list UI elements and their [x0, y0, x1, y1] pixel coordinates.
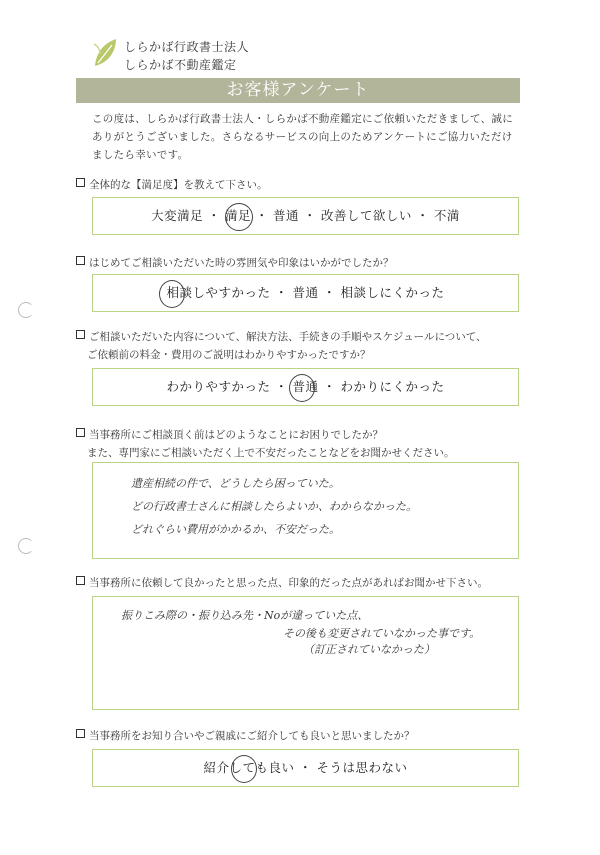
question-4-text-2: また、専門家にご相談いただく上で不安だったことなどをお聞かせください。 [87, 447, 455, 459]
title-bar [76, 78, 520, 103]
question-6-text: 当事務所をお知り合いやご親戚にご紹介しても良いと思いましたか？ [89, 730, 415, 742]
answer-options-3: わかりやすかった ・ 普通 ・ わかりにくかった [166, 379, 445, 394]
handwritten-line: どの行政書士さんに相談したらよいか、わからなかった。 [131, 500, 417, 513]
checkbox-icon [76, 256, 85, 265]
birch-leaf-logo-icon [92, 36, 120, 70]
answer-options-2: 相談しやすかった ・ 普通 ・ 相談しにくかった [166, 285, 445, 300]
answer-box-1 [92, 197, 519, 235]
question-3 [76, 328, 516, 364]
question-4-text: 当事務所にご相談頂く前はどのようなことにお困りでしたか？ [89, 429, 383, 441]
answer-box-4 [92, 462, 519, 559]
selection-circle [225, 203, 253, 231]
answer-box-2 [92, 274, 519, 312]
question-5 [76, 574, 516, 592]
question-3-text-2: ご依頼前の料金・費用のご説明はわかりやすかったですか？ [87, 349, 371, 361]
answer-box-5 [92, 596, 519, 710]
answer-options-6: 紹介しても良い ・ そうは思わない [203, 760, 408, 775]
checkbox-icon [76, 428, 85, 437]
selection-circle [289, 374, 315, 402]
handwritten-line: その後も変更されていなかった事です。 [283, 627, 481, 640]
handwritten-line: 振りこみ際の・振り込み先・Noが違っていた点、 [121, 609, 369, 622]
checkbox-icon [76, 178, 85, 187]
checkbox-icon [76, 729, 85, 738]
answer-options-1: 大変満足 ・ 満足 ・ 普通 ・ 改善して欲しい ・ 不満 [151, 208, 460, 223]
checkbox-icon [76, 576, 85, 585]
punch-hole [18, 538, 34, 554]
org-name-1: しらかば行政書士法人 [124, 40, 250, 54]
question-1 [76, 176, 516, 194]
punch-hole [18, 302, 34, 318]
answer-box-6 [92, 749, 519, 787]
question-5-text: 当事務所に依頼して良かったと思った点、印象的だった点があればお聞かせ下さい。 [89, 577, 488, 589]
page-title: お客様アンケート [226, 80, 370, 100]
question-3-text: ご相談いただいた内容について、解決方法、手続きの手順やスケジュールについて、 [89, 331, 487, 343]
org-name-2: しらかば不動産鑑定 [124, 58, 237, 72]
question-4 [76, 426, 516, 462]
question-6 [76, 727, 516, 745]
checkbox-icon [76, 330, 85, 339]
selection-circle [159, 280, 185, 308]
handwritten-line: 遺産相続の件で、どうしたら困っていた。 [131, 477, 340, 490]
question-2-text: はじめてご相談いただいた時の雰囲気や印象はいかがでしたか？ [89, 257, 394, 269]
handwritten-line: （訂正されていなかった） [303, 643, 435, 656]
intro-text: この度は、しらかば行政書士法人・しらかば不動産鑑定にご依頼いただきまして、誠にありがとうございました。さらなるサービスの向上のためアンケートにご協力いただけましたら幸いです。 [92, 113, 513, 161]
selection-circle [231, 755, 257, 783]
question-1-text: 全体的な【満足度】を教えて下さい。 [89, 179, 268, 191]
question-2 [76, 254, 516, 272]
handwritten-line: どれぐらい費用がかかるか、不安だった。 [131, 523, 340, 536]
answer-box-3 [92, 368, 519, 406]
